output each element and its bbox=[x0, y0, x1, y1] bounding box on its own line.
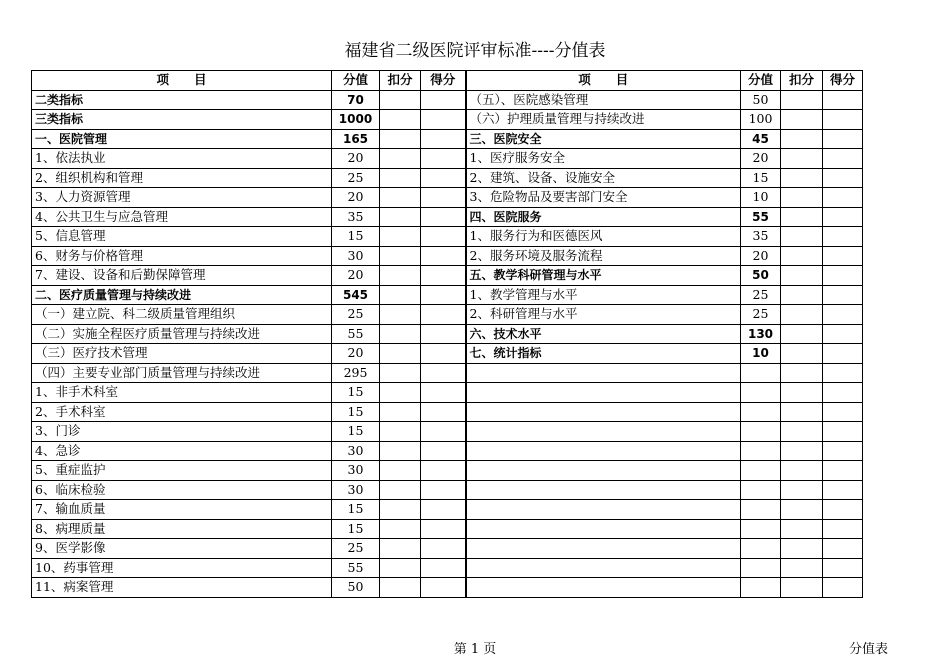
right-get-cell bbox=[823, 422, 863, 442]
table-row bbox=[32, 207, 863, 227]
right-get-cell bbox=[823, 129, 863, 149]
right-deduct-cell bbox=[781, 305, 823, 325]
right-get-cell bbox=[823, 480, 863, 500]
left-item-cell: 8、病理质量 bbox=[32, 519, 332, 539]
table-row bbox=[32, 90, 863, 110]
right-get-cell bbox=[823, 402, 863, 422]
left-get-cell bbox=[421, 558, 466, 578]
left-deduct-cell bbox=[380, 129, 421, 149]
right-item-cell: 2、建筑、设备、设施安全 bbox=[466, 168, 741, 188]
left-get-cell bbox=[421, 578, 466, 598]
left-deduct-cell bbox=[380, 227, 421, 247]
left-get-cell bbox=[421, 285, 466, 305]
left-item-cell: 6、临床检验 bbox=[32, 480, 332, 500]
right-deduct-cell bbox=[781, 285, 823, 305]
table-row bbox=[32, 266, 863, 286]
right-get-cell bbox=[823, 207, 863, 227]
left-score-cell: 20 bbox=[332, 344, 380, 364]
left-item-cell: 3、人力资源管理 bbox=[32, 188, 332, 208]
right-get-cell bbox=[823, 110, 863, 130]
right-item-cell bbox=[466, 519, 741, 539]
right-score-cell: 15 bbox=[741, 168, 781, 188]
header-score-right: 分值 bbox=[741, 71, 781, 91]
table-row bbox=[32, 168, 863, 188]
right-get-cell bbox=[823, 383, 863, 403]
left-get-cell bbox=[421, 110, 466, 130]
left-item-cell: 三类指标 bbox=[32, 110, 332, 130]
left-deduct-cell bbox=[380, 422, 421, 442]
right-score-cell bbox=[741, 422, 781, 442]
left-get-cell bbox=[421, 539, 466, 559]
left-item-cell: 2、手术科室 bbox=[32, 402, 332, 422]
left-score-cell: 25 bbox=[332, 539, 380, 559]
left-get-cell bbox=[421, 227, 466, 247]
left-item-cell: 7、输血质量 bbox=[32, 500, 332, 520]
right-item-cell: 七、统计指标 bbox=[466, 344, 741, 364]
table-row bbox=[32, 539, 863, 559]
right-deduct-cell bbox=[781, 578, 823, 598]
left-deduct-cell bbox=[380, 500, 421, 520]
right-score-cell bbox=[741, 500, 781, 520]
right-item-cell: 3、危险物品及要害部门安全 bbox=[466, 188, 741, 208]
left-deduct-cell bbox=[380, 344, 421, 364]
right-item-cell bbox=[466, 383, 741, 403]
right-get-cell bbox=[823, 246, 863, 266]
table-row bbox=[32, 285, 863, 305]
table-row bbox=[32, 441, 863, 461]
header-get-right: 得分 bbox=[823, 71, 863, 91]
left-get-cell bbox=[421, 188, 466, 208]
header-deduct-right: 扣分 bbox=[781, 71, 823, 91]
right-item-cell: 四、医院服务 bbox=[466, 207, 741, 227]
left-get-cell bbox=[421, 422, 466, 442]
table-row bbox=[32, 110, 863, 130]
table-row bbox=[32, 324, 863, 344]
left-item-cell: 一、医院管理 bbox=[32, 129, 332, 149]
table-row bbox=[32, 558, 863, 578]
right-item-cell bbox=[466, 480, 741, 500]
right-score-cell: 20 bbox=[741, 246, 781, 266]
left-score-cell: 15 bbox=[332, 383, 380, 403]
left-item-cell: 1、非手术科室 bbox=[32, 383, 332, 403]
right-score-cell: 50 bbox=[741, 90, 781, 110]
table-row bbox=[32, 129, 863, 149]
score-table bbox=[31, 70, 863, 598]
right-score-cell bbox=[741, 480, 781, 500]
left-score-cell: 25 bbox=[332, 305, 380, 325]
left-item-cell: （二）实施全程医疗质量管理与持续改进 bbox=[32, 324, 332, 344]
right-item-cell bbox=[466, 558, 741, 578]
left-deduct-cell bbox=[380, 324, 421, 344]
left-item-cell: 4、公共卫生与应急管理 bbox=[32, 207, 332, 227]
left-item-cell: 2、组织机构和管理 bbox=[32, 168, 332, 188]
table-row bbox=[32, 246, 863, 266]
left-get-cell bbox=[421, 90, 466, 110]
left-score-cell: 50 bbox=[332, 578, 380, 598]
table-row bbox=[32, 188, 863, 208]
right-score-cell bbox=[741, 402, 781, 422]
left-score-cell: 70 bbox=[332, 90, 380, 110]
right-deduct-cell bbox=[781, 188, 823, 208]
right-get-cell bbox=[823, 266, 863, 286]
right-get-cell bbox=[823, 188, 863, 208]
left-score-cell: 15 bbox=[332, 500, 380, 520]
right-deduct-cell bbox=[781, 324, 823, 344]
page-title: 福建省二级医院评审标准----分值表 bbox=[344, 41, 606, 61]
right-deduct-cell bbox=[781, 383, 823, 403]
right-score-cell: 55 bbox=[741, 207, 781, 227]
right-score-cell: 45 bbox=[741, 129, 781, 149]
left-score-cell: 25 bbox=[332, 168, 380, 188]
table-row bbox=[32, 344, 863, 364]
right-score-cell bbox=[741, 558, 781, 578]
table-row bbox=[32, 227, 863, 247]
table-row bbox=[32, 422, 863, 442]
left-score-cell: 55 bbox=[332, 324, 380, 344]
left-get-cell bbox=[421, 383, 466, 403]
right-get-cell bbox=[823, 500, 863, 520]
left-item-cell: 4、急诊 bbox=[32, 441, 332, 461]
left-item-cell: 二、医疗质量管理与持续改进 bbox=[32, 285, 332, 305]
right-score-cell bbox=[741, 383, 781, 403]
left-deduct-cell bbox=[380, 285, 421, 305]
left-score-cell: 15 bbox=[332, 519, 380, 539]
left-score-cell: 30 bbox=[332, 480, 380, 500]
right-item-cell: 1、教学管理与水平 bbox=[466, 285, 741, 305]
left-get-cell bbox=[421, 363, 466, 383]
left-get-cell bbox=[421, 324, 466, 344]
left-deduct-cell bbox=[380, 441, 421, 461]
left-get-cell bbox=[421, 207, 466, 227]
left-score-cell: 35 bbox=[332, 207, 380, 227]
left-deduct-cell bbox=[380, 266, 421, 286]
right-get-cell bbox=[823, 305, 863, 325]
left-item-cell: 7、建设、设备和后勤保障管理 bbox=[32, 266, 332, 286]
table-row bbox=[32, 363, 863, 383]
left-get-cell bbox=[421, 461, 466, 481]
left-score-cell: 30 bbox=[332, 441, 380, 461]
left-deduct-cell bbox=[380, 305, 421, 325]
right-item-cell bbox=[466, 461, 741, 481]
left-score-cell: 1000 bbox=[332, 110, 380, 130]
left-deduct-cell bbox=[380, 110, 421, 130]
left-deduct-cell bbox=[380, 383, 421, 403]
left-score-cell: 55 bbox=[332, 558, 380, 578]
right-item-cell bbox=[466, 578, 741, 598]
right-get-cell bbox=[823, 558, 863, 578]
left-score-cell: 545 bbox=[332, 285, 380, 305]
left-get-cell bbox=[421, 129, 466, 149]
right-deduct-cell bbox=[781, 110, 823, 130]
right-get-cell bbox=[823, 441, 863, 461]
right-item-cell bbox=[466, 441, 741, 461]
left-get-cell bbox=[421, 402, 466, 422]
right-item-cell bbox=[466, 422, 741, 442]
left-item-cell: 1、依法执业 bbox=[32, 149, 332, 169]
left-deduct-cell bbox=[380, 519, 421, 539]
right-get-cell bbox=[823, 578, 863, 598]
left-deduct-cell bbox=[380, 246, 421, 266]
right-deduct-cell bbox=[781, 149, 823, 169]
right-score-cell: 10 bbox=[741, 344, 781, 364]
left-deduct-cell bbox=[380, 188, 421, 208]
left-item-cell: 3、门诊 bbox=[32, 422, 332, 442]
right-get-cell bbox=[823, 227, 863, 247]
left-item-cell: 10、药事管理 bbox=[32, 558, 332, 578]
left-deduct-cell bbox=[380, 578, 421, 598]
right-score-cell bbox=[741, 519, 781, 539]
left-score-cell: 165 bbox=[332, 129, 380, 149]
right-item-cell bbox=[466, 363, 741, 383]
right-item-cell bbox=[466, 402, 741, 422]
right-deduct-cell bbox=[781, 363, 823, 383]
right-deduct-cell bbox=[781, 480, 823, 500]
right-get-cell bbox=[823, 168, 863, 188]
table-row bbox=[32, 480, 863, 500]
left-score-cell: 30 bbox=[332, 246, 380, 266]
right-score-cell bbox=[741, 461, 781, 481]
table-row bbox=[32, 149, 863, 169]
left-item-cell: 5、信息管理 bbox=[32, 227, 332, 247]
left-deduct-cell bbox=[380, 207, 421, 227]
left-item-cell: 11、病案管理 bbox=[32, 578, 332, 598]
right-item-cell: 六、技术水平 bbox=[466, 324, 741, 344]
right-item-cell: 2、服务环境及服务流程 bbox=[466, 246, 741, 266]
right-score-cell: 130 bbox=[741, 324, 781, 344]
right-score-cell: 35 bbox=[741, 227, 781, 247]
right-get-cell bbox=[823, 519, 863, 539]
header-score-left: 分值 bbox=[332, 71, 380, 91]
right-deduct-cell bbox=[781, 168, 823, 188]
right-deduct-cell bbox=[781, 207, 823, 227]
left-item-cell: 9、医学影像 bbox=[32, 539, 332, 559]
page-number: 第 1 页 bbox=[453, 642, 497, 657]
table-header-row bbox=[32, 71, 863, 91]
right-deduct-cell bbox=[781, 422, 823, 442]
right-deduct-cell bbox=[781, 344, 823, 364]
left-item-cell: （四）主要专业部门质量管理与持续改进 bbox=[32, 363, 332, 383]
table-row bbox=[32, 305, 863, 325]
left-score-cell: 30 bbox=[332, 461, 380, 481]
table-row bbox=[32, 519, 863, 539]
left-item-cell: 6、财务与价格管理 bbox=[32, 246, 332, 266]
left-item-cell: （三）医疗技术管理 bbox=[32, 344, 332, 364]
right-deduct-cell bbox=[781, 441, 823, 461]
left-deduct-cell bbox=[380, 149, 421, 169]
left-get-cell bbox=[421, 266, 466, 286]
left-item-cell: 二类指标 bbox=[32, 90, 332, 110]
left-item-cell: （一）建立院、科二级质量管理组织 bbox=[32, 305, 332, 325]
right-deduct-cell bbox=[781, 500, 823, 520]
left-score-cell: 20 bbox=[332, 149, 380, 169]
right-deduct-cell bbox=[781, 246, 823, 266]
left-score-cell: 15 bbox=[332, 422, 380, 442]
left-item-cell: 5、重症监护 bbox=[32, 461, 332, 481]
left-get-cell bbox=[421, 168, 466, 188]
right-score-cell bbox=[741, 578, 781, 598]
right-item-cell: 2、科研管理与水平 bbox=[466, 305, 741, 325]
right-deduct-cell bbox=[781, 227, 823, 247]
right-item-cell: 三、医院安全 bbox=[466, 129, 741, 149]
sheet-name: 分值表 bbox=[848, 642, 888, 657]
right-item-cell bbox=[466, 539, 741, 559]
left-get-cell bbox=[421, 344, 466, 364]
right-score-cell: 25 bbox=[741, 285, 781, 305]
header-deduct-left: 扣分 bbox=[380, 71, 421, 91]
table-row bbox=[32, 383, 863, 403]
left-deduct-cell bbox=[380, 363, 421, 383]
left-get-cell bbox=[421, 149, 466, 169]
left-deduct-cell bbox=[380, 558, 421, 578]
right-score-cell bbox=[741, 363, 781, 383]
left-get-cell bbox=[421, 500, 466, 520]
header-item-left: 项 目 bbox=[32, 71, 332, 91]
right-item-cell: （六）护理质量管理与持续改进 bbox=[466, 110, 741, 130]
left-get-cell bbox=[421, 441, 466, 461]
right-score-cell: 50 bbox=[741, 266, 781, 286]
left-deduct-cell bbox=[380, 480, 421, 500]
left-score-cell: 15 bbox=[332, 402, 380, 422]
right-deduct-cell bbox=[781, 90, 823, 110]
right-get-cell bbox=[823, 344, 863, 364]
left-score-cell: 20 bbox=[332, 188, 380, 208]
left-get-cell bbox=[421, 305, 466, 325]
right-item-cell: （五）、医院感染管理 bbox=[466, 90, 741, 110]
right-item-cell bbox=[466, 500, 741, 520]
right-get-cell bbox=[823, 461, 863, 481]
right-deduct-cell bbox=[781, 402, 823, 422]
table-row bbox=[32, 578, 863, 598]
left-deduct-cell bbox=[380, 461, 421, 481]
right-deduct-cell bbox=[781, 266, 823, 286]
right-deduct-cell bbox=[781, 519, 823, 539]
right-get-cell bbox=[823, 90, 863, 110]
right-get-cell bbox=[823, 324, 863, 344]
left-deduct-cell bbox=[380, 402, 421, 422]
left-score-cell: 20 bbox=[332, 266, 380, 286]
header-get-left: 得分 bbox=[421, 71, 466, 91]
right-score-cell bbox=[741, 539, 781, 559]
left-get-cell bbox=[421, 480, 466, 500]
right-deduct-cell bbox=[781, 129, 823, 149]
right-score-cell bbox=[741, 441, 781, 461]
right-get-cell bbox=[823, 539, 863, 559]
table-row bbox=[32, 461, 863, 481]
right-get-cell bbox=[823, 363, 863, 383]
left-deduct-cell bbox=[380, 90, 421, 110]
right-item-cell: 1、服务行为和医德医风 bbox=[466, 227, 741, 247]
right-deduct-cell bbox=[781, 461, 823, 481]
left-deduct-cell bbox=[380, 168, 421, 188]
left-deduct-cell bbox=[380, 539, 421, 559]
table-row bbox=[32, 402, 863, 422]
right-score-cell: 20 bbox=[741, 149, 781, 169]
right-deduct-cell bbox=[781, 558, 823, 578]
right-get-cell bbox=[823, 149, 863, 169]
left-score-cell: 15 bbox=[332, 227, 380, 247]
right-item-cell: 五、教学科研管理与水平 bbox=[466, 266, 741, 286]
right-item-cell: 1、医疗服务安全 bbox=[466, 149, 741, 169]
right-get-cell bbox=[823, 285, 863, 305]
left-get-cell bbox=[421, 519, 466, 539]
header-item-right: 项 目 bbox=[466, 71, 741, 91]
right-deduct-cell bbox=[781, 539, 823, 559]
table-row bbox=[32, 500, 863, 520]
right-score-cell: 100 bbox=[741, 110, 781, 130]
left-get-cell bbox=[421, 246, 466, 266]
left-score-cell: 295 bbox=[332, 363, 380, 383]
right-score-cell: 10 bbox=[741, 188, 781, 208]
right-score-cell: 25 bbox=[741, 305, 781, 325]
